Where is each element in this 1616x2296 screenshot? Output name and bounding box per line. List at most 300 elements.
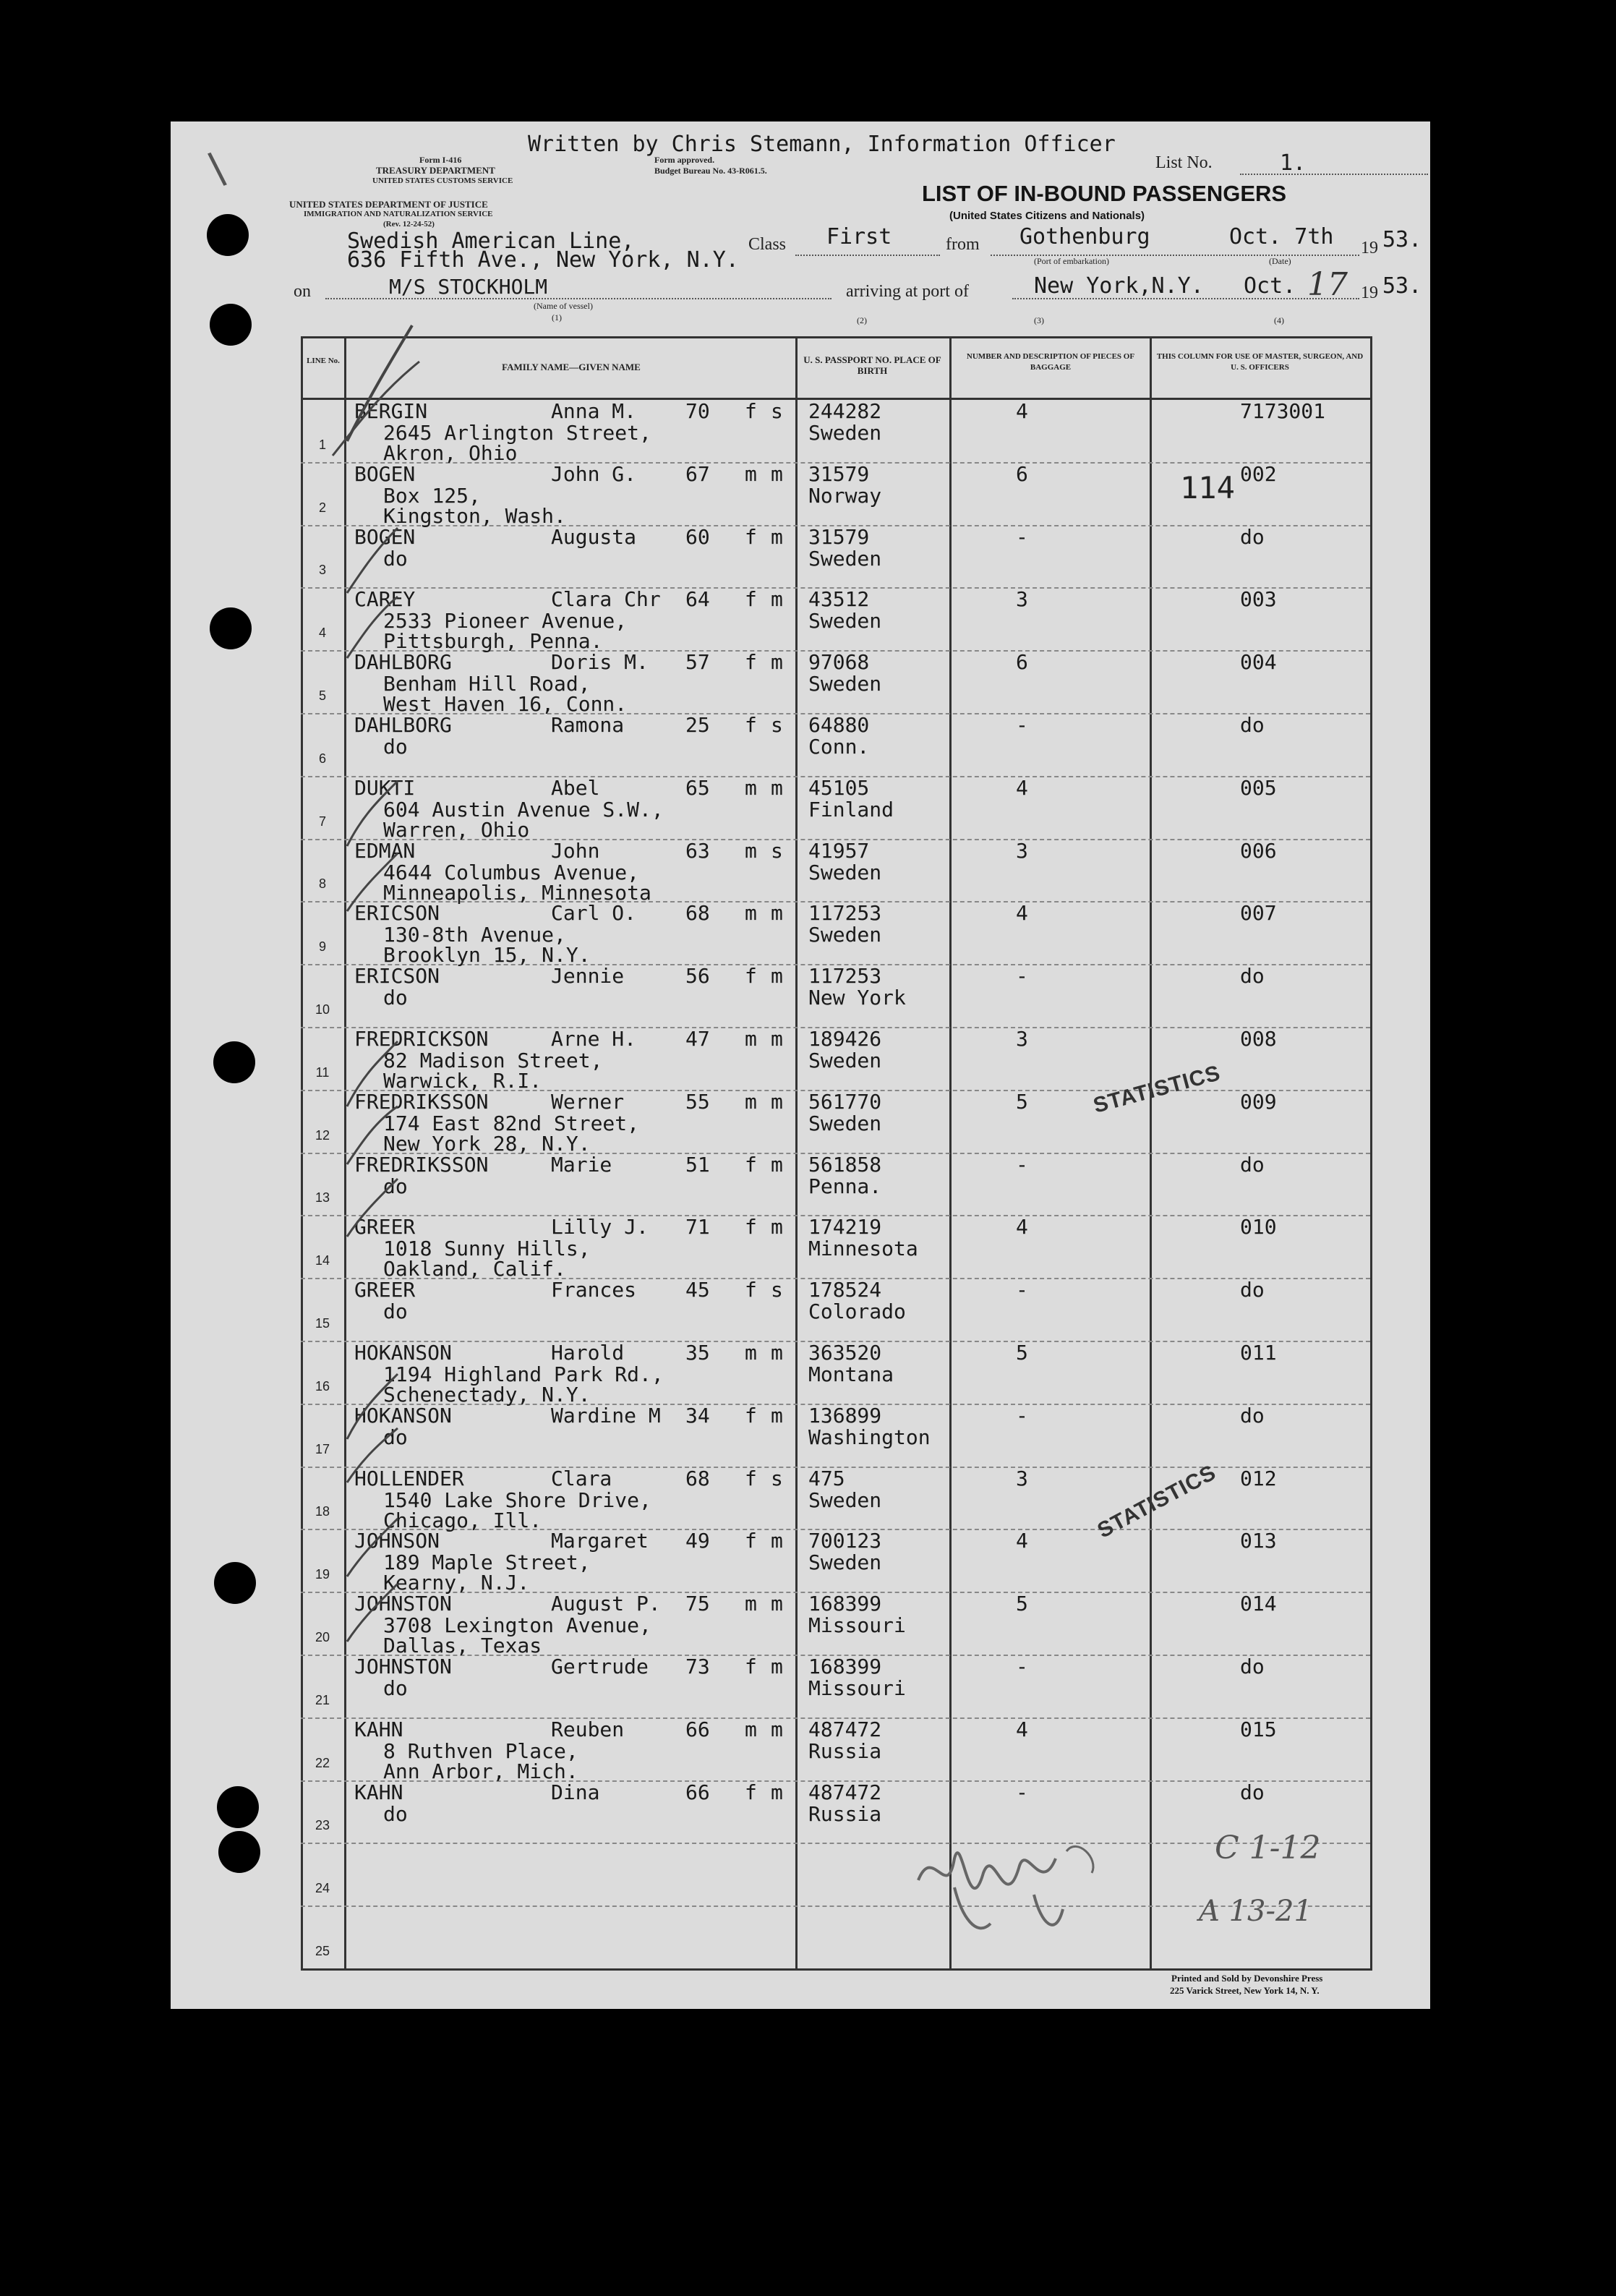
family-name: HOKANSON — [354, 1341, 452, 1365]
place-of-birth: Sweden — [808, 1049, 882, 1072]
justice-label: UNITED STATES DEPARTMENT OF JUSTICE — [289, 199, 488, 210]
line-number: 11 — [315, 1064, 330, 1080]
steamship-line: Swedish American Line, — [347, 229, 635, 254]
punch-hole — [214, 1562, 256, 1604]
place-of-birth: Sweden — [808, 609, 882, 633]
line-number: 24 — [315, 1881, 330, 1896]
address-line-2: Oakland, Calif. — [383, 1257, 566, 1281]
officer-number: do — [1240, 1780, 1265, 1804]
line-number: 4 — [318, 626, 326, 641]
address-line-2: Akron, Ohio — [383, 441, 518, 465]
sex: f — [745, 1278, 757, 1302]
line-number: 23 — [315, 1818, 330, 1833]
address-line-2: New York 28, N.Y. — [383, 1131, 591, 1156]
baggage-count: - — [1016, 1780, 1028, 1804]
passport-number: 31579 — [808, 524, 870, 549]
family-name: DUKTI — [354, 775, 416, 800]
place-of-birth: Russia — [808, 1738, 882, 1763]
line-number: 2 — [318, 500, 326, 515]
age: 55 — [685, 1089, 710, 1114]
family-name: DAHLBORG — [354, 650, 452, 675]
family-name: GREER — [354, 1215, 416, 1239]
place-of-birth: Penna. — [808, 1174, 882, 1198]
statistics-stamp: STATISTICS — [1090, 1061, 1223, 1118]
given-name: Jennie — [551, 964, 625, 989]
col-officers: THIS COLUMN FOR USE OF MASTER, SURGEON, AND U. S. OFFICERS — [1156, 352, 1364, 372]
address-line-1: do — [383, 1425, 408, 1449]
col-name: FAMILY NAME—GIVEN NAME — [502, 362, 641, 372]
age: 57 — [685, 650, 710, 675]
address-line-1: do — [383, 1174, 408, 1198]
age: 34 — [685, 1403, 710, 1427]
given-name: Marie — [551, 1152, 612, 1177]
address-line-1: do — [383, 735, 408, 759]
statistics-stamp: STATISTICS — [1093, 1460, 1220, 1543]
line-number: 7 — [318, 814, 326, 829]
passport-number: 45105 — [808, 775, 870, 800]
marital-status: s — [771, 713, 783, 737]
officer-number: 009 — [1240, 1089, 1277, 1114]
baggage-count: 3 — [1016, 587, 1028, 612]
line-number: 1 — [318, 437, 326, 452]
place-of-birth: Minnesota — [808, 1237, 918, 1261]
officer-number: 013 — [1240, 1529, 1277, 1553]
sex: f — [745, 1215, 757, 1239]
arrival-year-prefix: 19 — [1361, 283, 1378, 302]
officer-number: 7173001 — [1240, 399, 1326, 423]
place-of-birth: Norway — [808, 483, 882, 508]
marital-status: m — [771, 1089, 783, 1114]
officer-number: do — [1240, 1655, 1265, 1678]
family-name: FREDRIKSSON — [354, 1152, 489, 1177]
sex: f — [745, 1655, 757, 1678]
embarkation-date: Oct. 7th — [1229, 224, 1334, 249]
address-line-2: Warwick, R.I. — [383, 1069, 542, 1093]
form-number: Form I-416 — [419, 155, 462, 165]
address-line-1: 82 Madison Street, — [383, 1049, 603, 1072]
sex: m — [745, 1027, 757, 1051]
marital-status: m — [771, 1592, 783, 1616]
officer-number: 006 — [1240, 838, 1277, 863]
baggage-count: - — [1016, 1152, 1028, 1177]
passport-number: 117253 — [808, 964, 882, 989]
baggage-count: 6 — [1016, 650, 1028, 675]
officer-number: 004 — [1240, 650, 1277, 675]
passport-number: 168399 — [808, 1592, 882, 1616]
place-of-birth: New York — [808, 986, 906, 1010]
address-line-1: 1194 Highland Park Rd., — [383, 1362, 664, 1386]
given-name: Arne H. — [551, 1027, 637, 1051]
address-line-2: Brooklyn 15, N.Y. — [383, 943, 591, 968]
form-subtitle: (United States Citizens and Nationals) — [949, 210, 1145, 222]
age: 49 — [685, 1529, 710, 1553]
passport-number: 487472 — [808, 1780, 882, 1804]
marital-status: m — [771, 587, 783, 612]
given-name: August P. — [551, 1592, 661, 1616]
sex: m — [745, 1592, 757, 1616]
marital-status: m — [771, 1027, 783, 1051]
given-name: John — [551, 838, 600, 863]
given-name: Ramona — [551, 713, 625, 737]
line-number: 25 — [315, 1944, 330, 1958]
vessel-underline — [325, 298, 831, 299]
list-number: 1. — [1280, 150, 1307, 176]
given-name: Augusta — [551, 524, 637, 549]
line-number: 5 — [318, 688, 326, 703]
class-underline — [795, 255, 940, 256]
baggage-count: - — [1016, 1278, 1028, 1302]
age: 45 — [685, 1278, 710, 1302]
marital-status: s — [771, 838, 783, 863]
steamship-address: 636 Fifth Ave., New York, N.Y. — [347, 247, 739, 273]
line-number: 12 — [315, 1127, 330, 1143]
family-name: KAHN — [354, 1717, 403, 1741]
sex: f — [745, 587, 757, 612]
place-of-birth: Missouri — [808, 1613, 906, 1638]
age: 64 — [685, 587, 710, 612]
line-number: 21 — [315, 1692, 330, 1707]
place-of-birth: Sweden — [808, 421, 882, 445]
address-line-1: 2533 Pioneer Avenue, — [383, 609, 628, 633]
baggage-count: - — [1016, 713, 1028, 737]
age: 51 — [685, 1152, 710, 1177]
marital-status: m — [771, 1341, 783, 1365]
family-name: FREDRIKSSON — [354, 1089, 489, 1114]
line-number: 14 — [315, 1253, 330, 1268]
address-line-1: 1018 Sunny Hills, — [383, 1237, 591, 1261]
place-of-birth: Russia — [808, 1801, 882, 1826]
passport-number: 136899 — [808, 1403, 882, 1427]
baggage-count: 3 — [1016, 838, 1028, 863]
family-name: ERICSON — [354, 901, 440, 926]
form-title: LIST OF IN-BOUND PASSENGERS — [922, 181, 1287, 206]
given-name: Werner — [551, 1089, 625, 1114]
col-passport: U. S. PASSPORT NO. PLACE OF BIRTH — [803, 354, 941, 376]
sex: m — [745, 775, 757, 800]
baggage-count: 4 — [1016, 1529, 1028, 1553]
baggage-count: 4 — [1016, 775, 1028, 800]
place-of-birth: Sweden — [808, 1111, 882, 1135]
address-line-2: Kingston, Wash. — [383, 503, 566, 528]
family-name: HOLLENDER — [354, 1466, 464, 1490]
officer-number: 015 — [1240, 1717, 1277, 1741]
treasury-label: TREASURY DEPARTMENT — [376, 165, 495, 176]
line-number: 18 — [315, 1504, 330, 1519]
given-name: John G. — [551, 461, 637, 486]
family-name: BERGIN — [354, 399, 428, 423]
sex: f — [745, 1403, 757, 1427]
marital-status: m — [771, 1152, 783, 1177]
given-name: Lilly J. — [551, 1215, 649, 1239]
marital-status: m — [771, 1529, 783, 1553]
age: 63 — [685, 838, 710, 863]
customs-label: UNITED STATES CUSTOMS SERVICE — [372, 176, 513, 185]
marital-status: m — [771, 1403, 783, 1427]
address-line-1: 130-8th Avenue, — [383, 923, 566, 947]
address-line-1: do — [383, 986, 408, 1010]
vessel-caption: (Name of vessel) — [534, 301, 593, 311]
family-name: JOHNSTON — [354, 1592, 452, 1616]
age: 60 — [685, 524, 710, 549]
passport-number: 561858 — [808, 1152, 882, 1177]
given-name: Clara — [551, 1466, 612, 1490]
caption-1: (1) — [552, 312, 562, 323]
sex: f — [745, 399, 757, 423]
officer-number: do — [1240, 1403, 1265, 1427]
baggage-count: 5 — [1016, 1341, 1028, 1365]
officer-number: 003 — [1240, 587, 1277, 612]
age: 67 — [685, 461, 710, 486]
marital-status: m — [771, 1780, 783, 1804]
address-line-1: do — [383, 1299, 408, 1324]
baggage-count: - — [1016, 524, 1028, 549]
arrival-day: 17 — [1307, 266, 1348, 303]
given-name: Harold — [551, 1341, 625, 1365]
passport-number: 244282 — [808, 399, 882, 423]
marital-status: m — [771, 461, 783, 486]
sex: m — [745, 1341, 757, 1365]
passport-number: 168399 — [808, 1655, 882, 1678]
address-line-2: Ann Arbor, Mich. — [383, 1759, 578, 1783]
class-label: Class — [748, 235, 787, 254]
place-of-birth: Sweden — [808, 1550, 882, 1575]
port-caption: (Port of embarkation) — [1034, 256, 1109, 266]
place-of-birth: Sweden — [808, 672, 882, 696]
officer-number: 008 — [1240, 1027, 1277, 1051]
family-name: HOKANSON — [354, 1403, 452, 1427]
address-line-1: do — [383, 1801, 408, 1826]
family-name: KAHN — [354, 1780, 403, 1804]
passport-number: 487472 — [808, 1717, 882, 1741]
printer-address: 225 Varick Street, New York 14, N. Y. — [1170, 1985, 1320, 1996]
embarkation-year: 53. — [1382, 227, 1422, 252]
passport-number: 561770 — [808, 1089, 882, 1114]
form-approved: Form approved. — [654, 155, 715, 165]
officer-number: do — [1240, 964, 1265, 989]
family-name: JOHNSTON — [354, 1655, 452, 1678]
family-name: JOHNSON — [354, 1529, 440, 1553]
officer-number: do — [1240, 713, 1265, 737]
officer-number: 007 — [1240, 901, 1277, 926]
family-name: ERICSON — [354, 964, 440, 989]
age: 66 — [685, 1780, 710, 1804]
address-line-2: Warren, Ohio — [383, 817, 530, 842]
baggage-count: 6 — [1016, 461, 1028, 486]
baggage-count: 4 — [1016, 1215, 1028, 1239]
sex: m — [745, 901, 757, 926]
date-caption: (Date) — [1269, 256, 1291, 266]
passport-number: 700123 — [808, 1529, 882, 1553]
signature-scribble — [911, 1815, 1128, 1953]
address-line-2: Minneapolis, Minnesota — [383, 880, 651, 905]
passport-number: 475 — [808, 1466, 845, 1490]
given-name: Carl O. — [551, 901, 637, 926]
given-name: Margaret — [551, 1529, 649, 1553]
caption-4: (4) — [1274, 315, 1284, 325]
sex: f — [745, 650, 757, 675]
list-number-underline — [1240, 174, 1428, 175]
given-name: Gertrude — [551, 1655, 649, 1678]
address-line-1: do — [383, 1676, 408, 1700]
officer-number: do — [1240, 1278, 1265, 1302]
marital-status: s — [771, 1466, 783, 1490]
officer-number: 002 — [1240, 461, 1277, 486]
line-number: 17 — [315, 1441, 330, 1456]
baggage-count: 4 — [1016, 901, 1028, 926]
family-name: GREER — [354, 1278, 416, 1302]
address-line-2: Chicago, Ill. — [383, 1508, 542, 1532]
age: 75 — [685, 1592, 710, 1616]
sex: m — [745, 461, 757, 486]
place-of-birth: Finland — [808, 797, 894, 821]
family-name: CAREY — [354, 587, 416, 612]
passport-number: 41957 — [808, 838, 870, 863]
handwritten-note-a: A 13-21 — [1199, 1895, 1312, 1928]
punch-hole — [213, 1041, 255, 1083]
address-line-2: Schenectady, N.Y. — [383, 1383, 591, 1407]
given-name: Wardine M — [551, 1403, 661, 1427]
age: 56 — [685, 964, 710, 989]
baggage-count: 5 — [1016, 1089, 1028, 1114]
margin-check-marks — [318, 311, 463, 1866]
given-name: Clara Chr — [551, 587, 661, 612]
passport-number: 363520 — [808, 1341, 882, 1365]
baggage-count: - — [1016, 1655, 1028, 1678]
address-line-1: 189 Maple Street, — [383, 1550, 591, 1575]
line-number: 6 — [318, 751, 326, 766]
line-number: 16 — [315, 1378, 330, 1394]
line-number: 9 — [318, 939, 326, 955]
sex: f — [745, 713, 757, 737]
age: 25 — [685, 713, 710, 737]
address-line-1: Box 125, — [383, 483, 481, 508]
ins-label: IMMIGRATION AND NATURALIZATION SERVICE — [304, 210, 493, 218]
sex: f — [745, 1466, 757, 1490]
baggage-count: 4 — [1016, 1717, 1028, 1741]
officer-number: do — [1240, 1152, 1265, 1177]
address-line-2: Pittsburgh, Penna. — [383, 629, 603, 654]
marital-status: m — [771, 775, 783, 800]
passport-number: 174219 — [808, 1215, 882, 1239]
punch-hole — [210, 304, 252, 346]
age: 73 — [685, 1655, 710, 1678]
place-of-birth: Washington — [808, 1425, 931, 1449]
place-of-birth: Montana — [808, 1362, 894, 1386]
age: 68 — [685, 901, 710, 926]
line-number: 22 — [315, 1755, 330, 1770]
punch-hole — [218, 1831, 260, 1873]
given-name: Reuben — [551, 1717, 625, 1741]
address-line-1: do — [383, 546, 408, 571]
passport-number: 64880 — [808, 713, 870, 737]
passport-number: 178524 — [808, 1278, 882, 1302]
family-name: DAHLBORG — [354, 713, 452, 737]
officer-number: 011 — [1240, 1341, 1277, 1365]
address-line-2: Dallas, Texas — [383, 1634, 542, 1658]
officer-number: 014 — [1240, 1592, 1277, 1616]
age: 35 — [685, 1341, 710, 1365]
sex: m — [745, 1717, 757, 1741]
given-name: Abel — [551, 775, 600, 800]
age: 68 — [685, 1466, 710, 1490]
handwritten-114: 114 — [1180, 470, 1235, 505]
address-line-1: Benham Hill Road, — [383, 672, 591, 696]
address-line-2: West Haven 16, Conn. — [383, 692, 628, 717]
line-number: 15 — [315, 1316, 330, 1331]
marital-status: s — [771, 1278, 783, 1302]
printer-line: Printed and Sold by Devonshire Press — [1171, 1973, 1323, 1984]
family-name: FREDRICKSON — [354, 1027, 489, 1051]
sex: f — [745, 1780, 757, 1804]
embarkation-year-prefix: 19 — [1361, 239, 1378, 257]
budget-bureau: Budget Bureau No. 43-R061.5. — [654, 166, 767, 176]
col-line-no: LINE No. — [307, 357, 340, 365]
marital-status: s — [771, 399, 783, 423]
sex: f — [745, 1529, 757, 1553]
line-number: 10 — [315, 1002, 330, 1017]
marital-status: m — [771, 1717, 783, 1741]
marital-status: m — [771, 964, 783, 989]
place-of-birth: Missouri — [808, 1676, 906, 1700]
marital-status: m — [771, 650, 783, 675]
embarkation-port: Gothenburg — [1019, 224, 1150, 249]
typed-note-author: Written by Chris Stemann, Information Officer — [528, 132, 1116, 157]
age: 47 — [685, 1027, 710, 1051]
arrival-underline — [1012, 298, 1359, 299]
caption-2: (2) — [857, 315, 867, 325]
passport-number: 117253 — [808, 901, 882, 926]
address-line-2: Kearny, N.J. — [383, 1571, 530, 1595]
arrival-port: New York,N.Y. — [1034, 273, 1204, 299]
line-number: 19 — [315, 1567, 330, 1582]
line-number: 8 — [318, 876, 326, 892]
sex: m — [745, 1089, 757, 1114]
age: 71 — [685, 1215, 710, 1239]
arriving-label: arriving at port of — [846, 282, 969, 301]
passport-number: 97068 — [808, 650, 870, 675]
baggage-count: 4 — [1016, 399, 1028, 423]
line-number: 3 — [318, 563, 326, 578]
passport-number: 43512 — [808, 587, 870, 612]
age: 66 — [685, 1717, 710, 1741]
handwritten-check: \ — [201, 142, 233, 195]
class-value: First — [826, 224, 892, 249]
place-of-birth: Conn. — [808, 735, 870, 759]
given-name: Doris M. — [551, 650, 649, 675]
baggage-count: 3 — [1016, 1466, 1028, 1490]
list-number-label: List No. — [1155, 153, 1213, 172]
officer-number: 005 — [1240, 775, 1277, 800]
marital-status: m — [771, 901, 783, 926]
sex: f — [745, 524, 757, 549]
baggage-count: 3 — [1016, 1027, 1028, 1051]
revision-label: (Rev. 12-24-52) — [383, 220, 435, 229]
punch-hole — [210, 607, 252, 649]
officer-number: 012 — [1240, 1466, 1277, 1490]
given-name: Dina — [551, 1780, 600, 1804]
officer-number: 010 — [1240, 1215, 1277, 1239]
baggage-count: - — [1016, 964, 1028, 989]
given-name: Anna M. — [551, 399, 637, 423]
place-of-birth: Sweden — [808, 860, 882, 884]
marital-status: m — [771, 1655, 783, 1678]
address-line-1: 174 East 82nd Street, — [383, 1111, 640, 1135]
address-line-1: 3708 Lexington Avenue, — [383, 1613, 651, 1638]
place-of-birth: Colorado — [808, 1299, 906, 1324]
marital-status: m — [771, 524, 783, 549]
age: 65 — [685, 775, 710, 800]
on-label: on — [294, 282, 311, 301]
